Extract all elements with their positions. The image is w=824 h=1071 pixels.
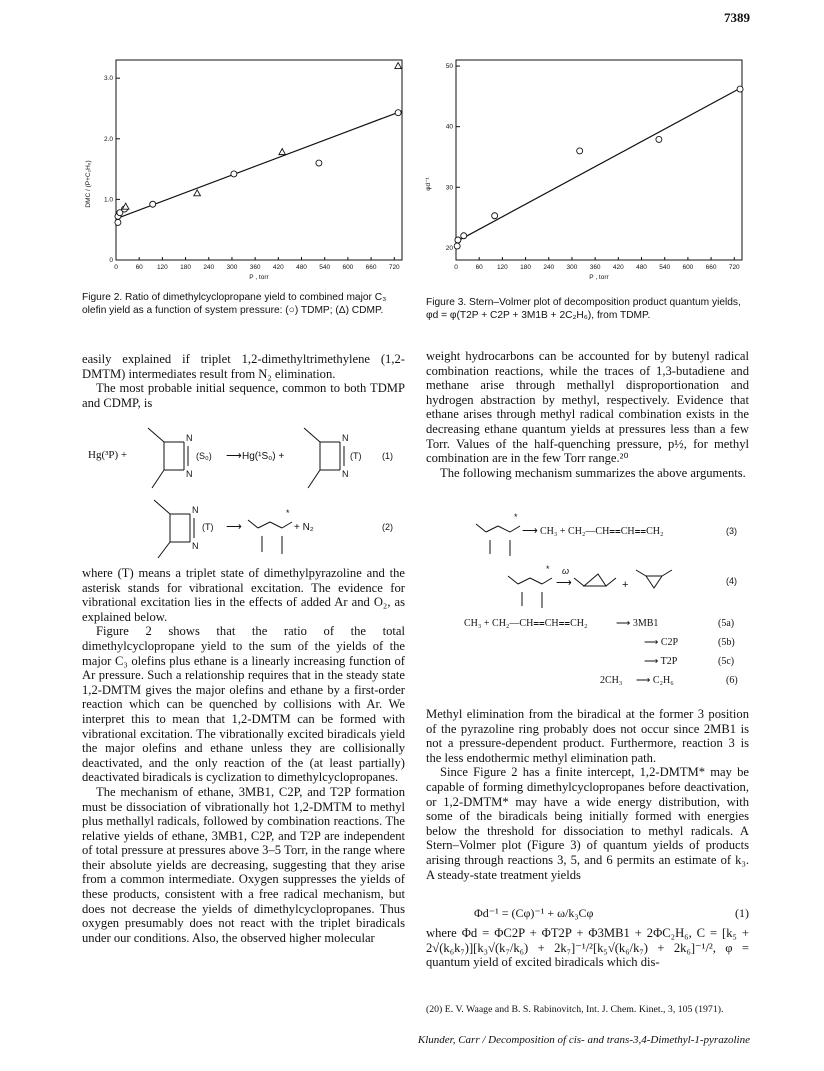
x-tick-label: 120	[496, 264, 508, 271]
data-point-circle	[455, 237, 461, 243]
page-number: 7389	[724, 10, 750, 25]
data-point-circle	[492, 213, 498, 219]
biradical-structure-icon	[476, 524, 520, 556]
paragraph: Methyl elimination from the biradical at the former 3 position of the pyrazoline ring probably does not occur since 2MB1 is not a pressure-dependent product. Furthermore, reaction 3 is the less endothermic methyl elimination path.	[426, 707, 749, 765]
svg-text:*: *	[546, 564, 550, 574]
equation-3	[426, 510, 749, 560]
equation-text: Φd⁻¹ = (Cφ)⁻¹ + ω/k₃Cφ	[474, 906, 594, 920]
svg-text:(4): (4)	[726, 576, 737, 586]
equation-4	[426, 560, 749, 612]
svg-text:*: *	[514, 512, 518, 522]
svg-text:CH₃ + CH₂—CH⩵CH⩵CH₂: CH₃ + CH₂—CH⩵CH⩵CH₂	[540, 526, 664, 537]
svg-text:(1): (1)	[382, 451, 393, 461]
x-tick-label: 360	[249, 264, 261, 271]
svg-text:(T): (T)	[350, 451, 362, 461]
svg-text:N: N	[186, 469, 193, 479]
x-tick-label: 60	[475, 264, 483, 271]
x-tick-label: 660	[705, 264, 717, 271]
data-point-circle	[395, 110, 401, 116]
fit-line	[456, 87, 742, 242]
x-tick-label: 180	[180, 264, 191, 271]
y-tick-label: 40	[445, 123, 453, 131]
data-point-circle	[656, 136, 662, 142]
y-tick-label: 3.0	[103, 75, 113, 83]
y-tick-label: 0	[109, 257, 113, 264]
paragraph: The mechanism of ethane, 3MB1, C2P, and T2P formation must be dissociation of vibrationally hot 1,2-DMTM to methyl plus methallyl radicals, followed by combination reactions. The relative yields of ethane, 3MB1, C2P, and T2P are independent of total pressure at pressures above 3–5 Torr, in the range where their absolute yields are decreasing, suggesting that they arise from a common intermediate. Oxygen suppresses the yields of these products, consistent with a free radical mechanism, but does not decrease the yields of dimethylcyclopropanes. Thus oxygen presumably does not react with the triplet biradicals under our conditions. Also, the observed higher molecular	[82, 784, 405, 945]
svg-text:+ N₂: + N₂	[294, 522, 314, 533]
cyclopropane-trans-icon	[636, 570, 672, 588]
svg-text:(T): (T)	[202, 522, 214, 532]
svg-text:ω: ω	[562, 566, 570, 576]
eq5b-num: (5b)	[718, 637, 735, 648]
y-tick-label: 50	[445, 63, 453, 71]
x-tick-label: 540	[319, 264, 331, 271]
equations-5-6: CH₃ + CH₂—CH⩵CH⩵CH₂ ⟶ 3MB1 (5a) ⟶ C2P (5b) ⟶ T2P (5c) 2CH₃ ⟶ C₂H₆ (6)	[464, 618, 738, 686]
eq6-num: (6)	[726, 675, 738, 686]
data-point-circle	[150, 201, 156, 207]
x-tick-label: 60	[135, 264, 143, 271]
svg-text:N: N	[192, 505, 199, 515]
y-axis-label: DMC / (P+C₂H₆)	[85, 160, 92, 208]
x-tick-label: 240	[543, 264, 555, 271]
data-point-triangle	[279, 149, 286, 155]
pyrazoline-structure-icon	[148, 428, 188, 488]
left-column-bottom	[82, 566, 405, 945]
svg-text:(2): (2)	[382, 522, 393, 532]
svg-text:N: N	[342, 469, 349, 479]
eq5a-lhs: CH₃ + CH₂—CH⩵CH⩵CH₂	[464, 618, 588, 629]
equation-2	[82, 496, 405, 564]
data-point-circle	[115, 219, 121, 225]
biradical-structure-icon	[508, 576, 552, 608]
biradical-structure-icon	[248, 520, 292, 554]
svg-text:(S₀): (S₀)	[196, 451, 212, 461]
x-tick-label: 600	[682, 264, 694, 271]
eq5c-rhs: T2P	[660, 656, 678, 667]
y-axis-label: φd⁻¹	[425, 177, 432, 191]
equation-number: (1)	[735, 906, 749, 920]
equation-1	[82, 422, 405, 494]
figure-2-chart	[78, 52, 418, 292]
paragraph: where (T) means a triplet state of dimethylpyrazoline and the asterisk stands for vibrational excitation. The evidence for vibrational excitation lies in the effects of added Ar and O₂, as explained below.	[82, 566, 405, 624]
x-tick-label: 480	[636, 264, 647, 271]
data-point-circle	[231, 171, 237, 177]
pyrazoline-structure-icon	[304, 428, 344, 488]
data-point-triangle	[194, 190, 201, 196]
x-tick-label: 180	[520, 264, 531, 271]
figure-3-caption: Figure 3. Stern–Volmer plot of decomposition product quantum yields, φd = φ(T2P + C2P + 3M1B + 2C₂H₆), from TDMP.	[426, 297, 741, 321]
paragraph: easily explained if triplet 1,2-dimethyltrimethylene (1,2-DMTM) intermediates result from N₂ elimination.	[82, 352, 405, 381]
fit-line	[116, 111, 402, 219]
eq5c-num: (5c)	[718, 656, 735, 667]
x-tick-label: 720	[388, 264, 400, 271]
svg-text:⟶: ⟶	[556, 577, 572, 589]
paragraph: Figure 2 shows that the ratio of the total dimethylcyclopropane yield to the sum of the yields of the major C₃ olefins plus ethane is a linearly increasing function of Ar pressure. Such a relationship requires that in the steady state 1,2-DMTM gives the major olefins and ethane by a first-order reaction which can be quenched by collisions with Ar. We interpret this to mean that 1,2-DMTM can be formed with vibrational excitation. The vibrationally excited biradicals yield the major olefins and ethane unless they are collisionally deactivated, and the only reaction of the (at least partially) deactivated biradicals is cyclization to dimethylcyclopropanes.	[82, 624, 405, 785]
left-column-top	[82, 352, 405, 410]
plot-frame	[456, 60, 742, 260]
paragraph: Since Figure 2 has a finite intercept, 1,2-DMTM* may be capable of forming dimethylcyclopropanes before deactivation, or 1,2-DMTM* may have a wide energy distribution, with some of the biradicals being initially formed with energies below the threshold for dissociation to methyl radicals. A Stern–Volmer plot (Figure 3) of quantum yields of products arising through reactions 3, 5, and 6 permits an estimate of k₃. A steady-state treatment yields	[426, 765, 749, 882]
svg-text:+: +	[622, 579, 629, 591]
y-tick-label: 1.0	[103, 196, 113, 204]
data-point-circle	[461, 233, 467, 239]
plot-frame	[116, 60, 402, 260]
paragraph: where Φd = ΦC2P + ΦT2P + Φ3MB1 + 2ΦC₂H₆, C = [k₅ + 2√(k₆k₇)][k₃√(k₇/k₆) + 2k₇]⁻¹/²[k₅√(k₆/k₇) + 2k₆]⁻¹/², φ = quantum yield of excited biradicals which dis-	[426, 926, 749, 970]
x-tick-label: 300	[226, 264, 238, 271]
paragraph: The following mechanism summarizes the above arguments.	[440, 465, 746, 480]
pyrazoline-structure-icon	[154, 500, 194, 558]
eq5a-num: (5a)	[718, 618, 735, 629]
eq6-lhs: 2CH₃	[600, 675, 623, 686]
data-point-circle	[577, 148, 583, 154]
running-footer: Klunder, Carr / Decomposition of cis- and trans-3,4-Dimethyl-1-pyrazoline	[417, 1034, 750, 1046]
x-tick-label: 300	[566, 264, 578, 271]
svg-text:N: N	[192, 541, 199, 551]
right-column-middle	[426, 707, 749, 882]
svg-text:N: N	[342, 433, 349, 443]
x-tick-label: 120	[156, 264, 168, 271]
x-tick-label: 0	[454, 264, 458, 271]
eq5a-rhs: 3MB1	[632, 618, 659, 629]
eq6-rhs: C₂H₆	[652, 675, 674, 686]
svg-text:*: *	[286, 508, 290, 518]
data-point-circle	[316, 160, 322, 166]
x-tick-label: 540	[659, 264, 671, 271]
svg-text:⟶: ⟶	[226, 450, 242, 462]
figure-3-chart	[418, 52, 758, 292]
x-tick-label: 660	[365, 264, 377, 271]
svg-text:(3): (3)	[726, 526, 737, 536]
footnote-20: (20) E. V. Waage and B. S. Rabinovitch, Int. J. Chem. Kinet., 3, 105 (1971).	[426, 1004, 724, 1015]
svg-text:N: N	[186, 433, 193, 443]
x-axis-label: P , torr	[589, 274, 609, 281]
x-tick-label: 480	[296, 264, 307, 271]
x-tick-label: 0	[114, 264, 118, 271]
cyclopropane-cis-icon	[574, 574, 616, 586]
paragraph: The most probable initial sequence, common to both TDMP and CDMP, is	[82, 381, 405, 410]
right-column-bottom	[426, 926, 749, 970]
x-tick-label: 240	[203, 264, 215, 271]
y-tick-label: 30	[445, 184, 453, 192]
right-column-top	[426, 349, 749, 480]
data-point-circle	[454, 243, 460, 249]
svg-text:⟶: ⟶	[522, 525, 538, 537]
paragraph: weight hydrocarbons can be accounted for by butenyl radical combination reactions, while the traces of 1,3-butadiene and methane arise through methallyl disproportionation and hydrogen abstraction by methyl, respectively. Evidence that ethane arises through methyl radical combination exists in the decreasing ethane quantum yields at pressures less than a few Torr. Values of the half-quenching pressure, p½, for methyl combination are in the few Torr range.²⁰	[426, 349, 749, 466]
figure-2-caption: Figure 2. Ratio of dimethylcyclopropane yield to combined major C₃ olefin yield as a function of system pressure: (○) TDMP; (Δ) CDMP.	[82, 292, 387, 316]
x-axis-label: P , torr	[249, 274, 269, 281]
x-tick-label: 720	[728, 264, 740, 271]
y-tick-label: 2.0	[103, 135, 113, 143]
eq1-hg3p: Hg(³P) +	[88, 449, 128, 461]
y-tick-label: 20	[445, 244, 453, 252]
data-point-triangle	[395, 63, 402, 69]
x-tick-label: 360	[589, 264, 601, 271]
x-tick-label: 420	[612, 264, 624, 271]
svg-text:⟶: ⟶	[226, 521, 242, 533]
eq5b-rhs: C2P	[660, 637, 679, 648]
data-point-circle	[737, 86, 743, 92]
x-tick-label: 600	[342, 264, 354, 271]
x-tick-label: 420	[272, 264, 284, 271]
svg-text:Hg(¹S₀) +: Hg(¹S₀) +	[242, 451, 285, 462]
